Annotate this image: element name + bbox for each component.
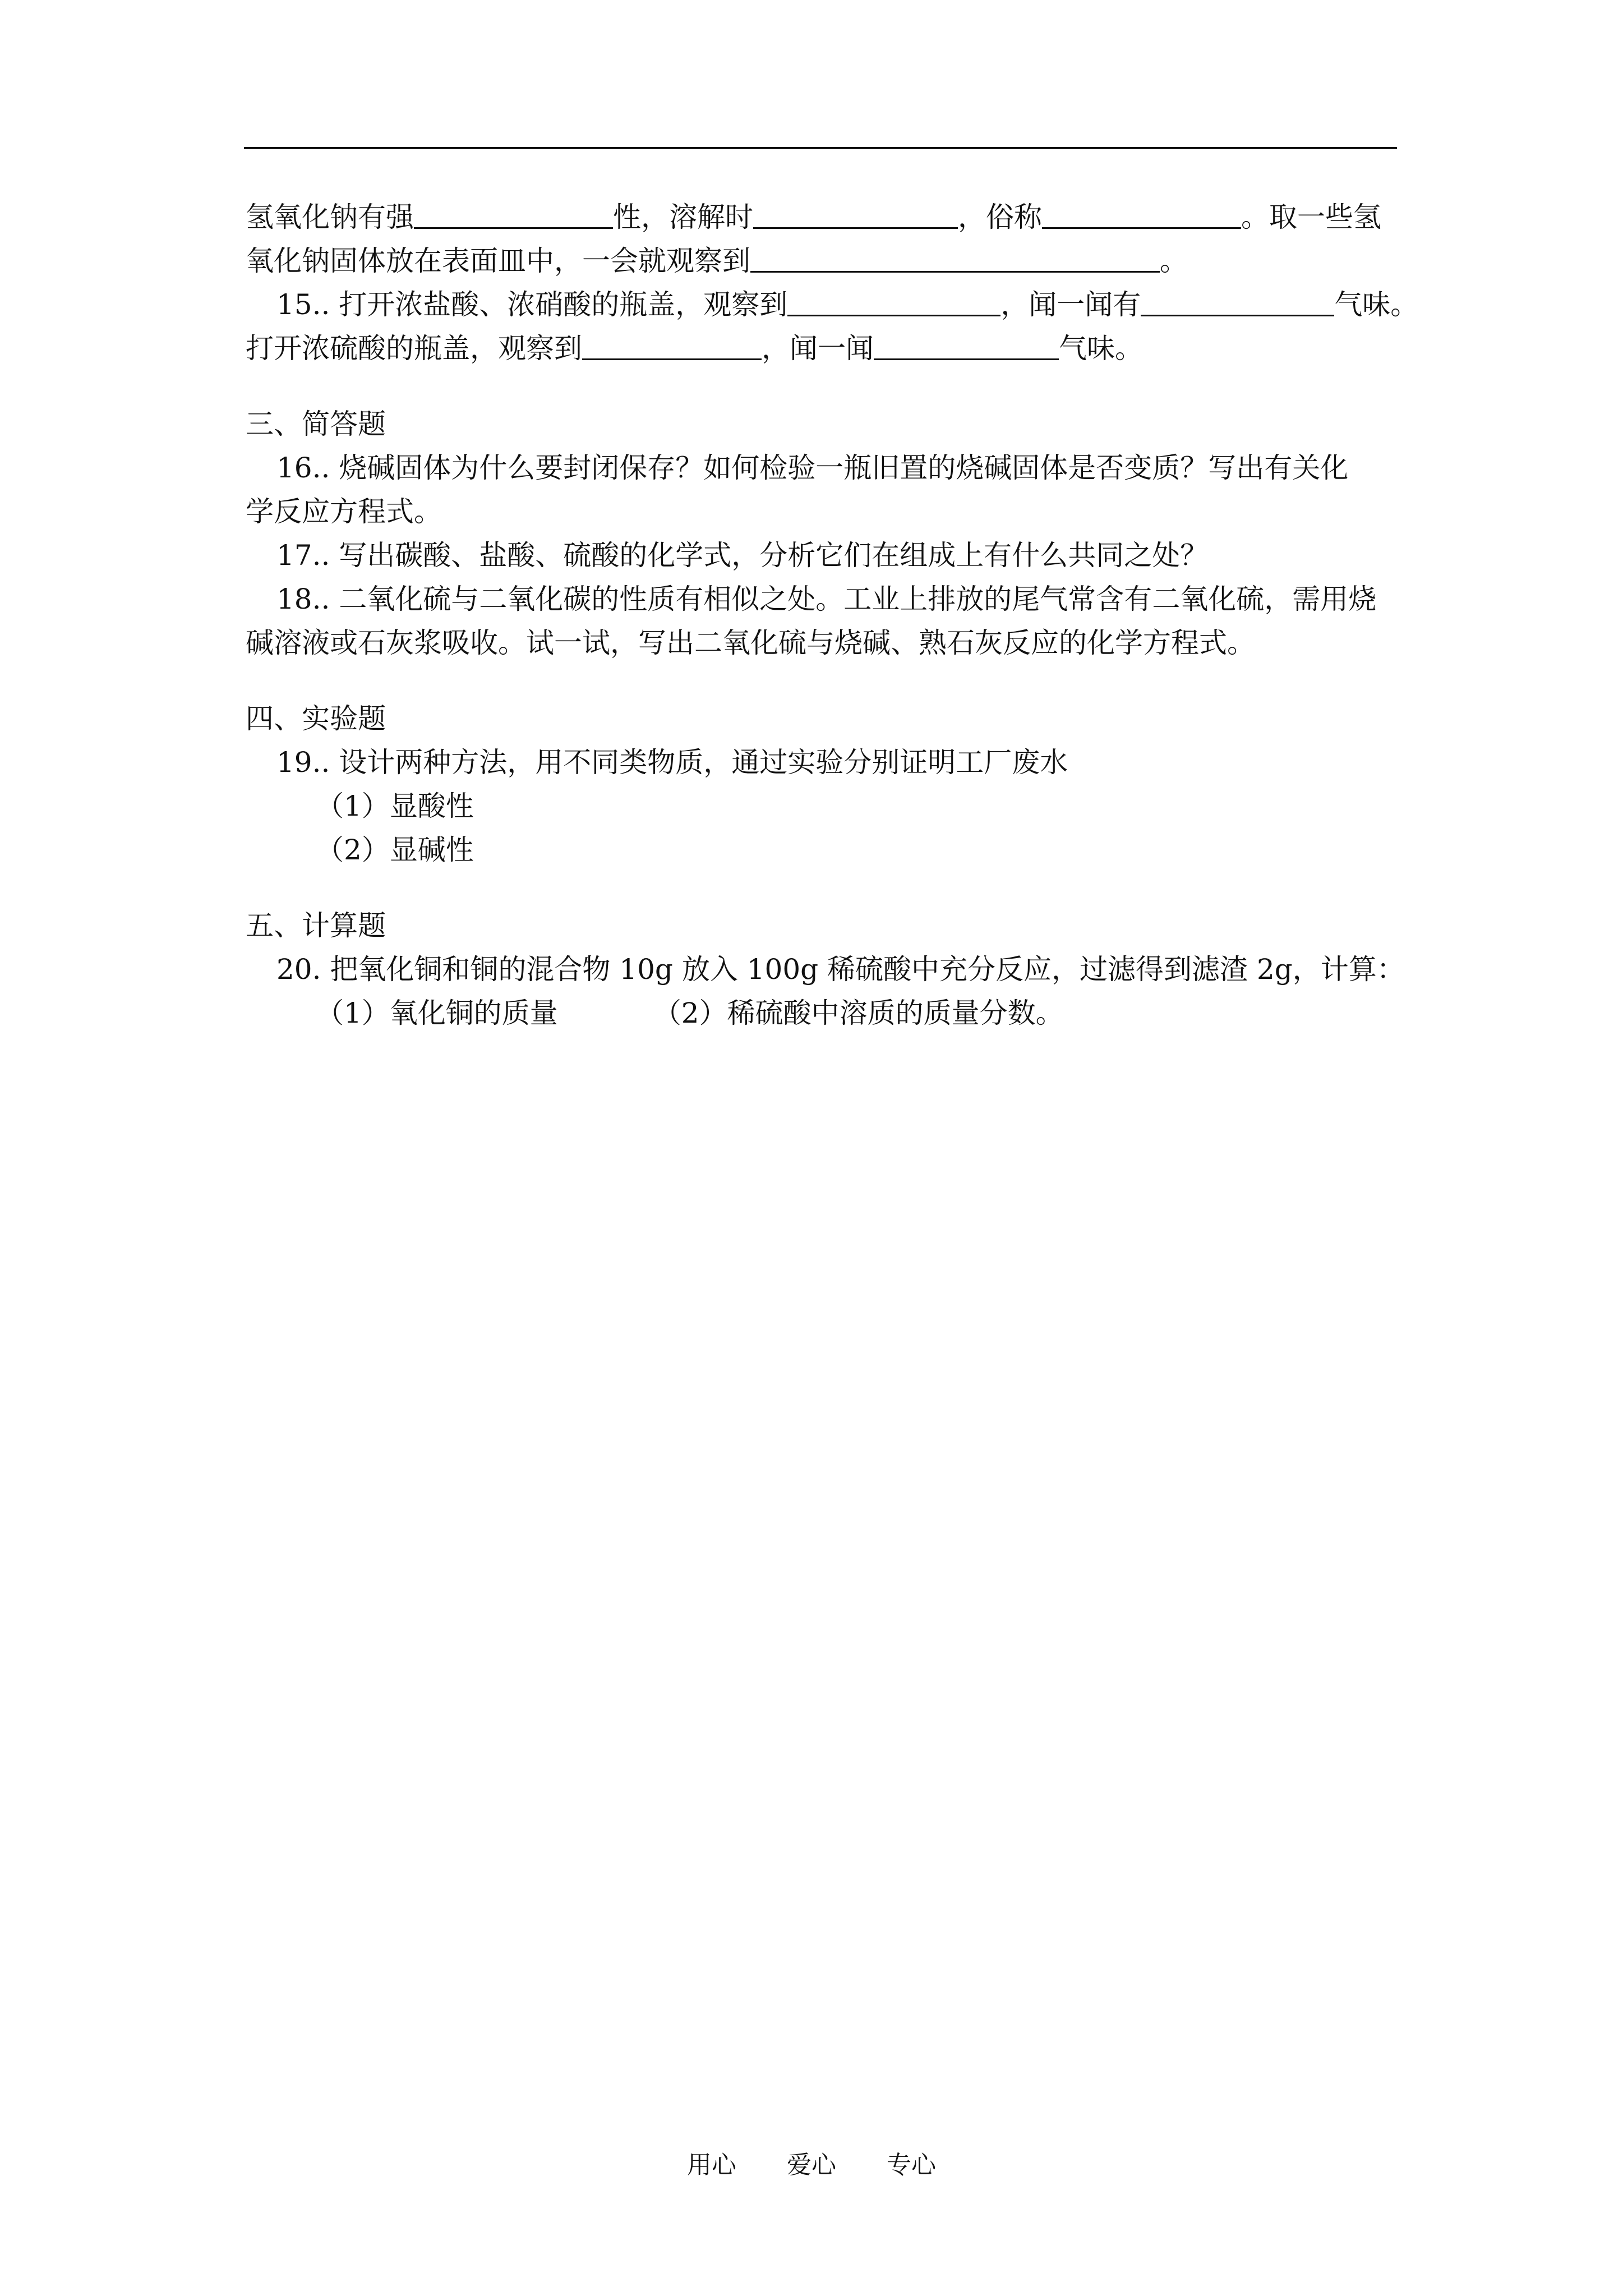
q16-line-1: 16.. 烧碱固体为什么要封闭保存？如何检验一瓶旧置的烧碱固体是否变质？写出有关化 bbox=[276, 452, 1349, 484]
footer-word-3: 专心 bbox=[887, 2151, 936, 2179]
q18-line-1: 18.. 二氧化硫与二氧化碳的性质有相似之处。工业上排放的尾气常含有二氧化硫，需用烧 bbox=[276, 583, 1377, 615]
footer-word-2: 爱心 bbox=[787, 2151, 836, 2179]
q18-line-2: 碱溶液或石灰浆吸收。试一试，写出二氧化硫与烧碱、熟石灰反应的化学方程式。 bbox=[246, 627, 1255, 659]
q19-text: 19.. 设计两种方法，用不同类物质，通过实验分别证明工厂废水 bbox=[276, 746, 1068, 779]
q14-text-6: 。 bbox=[1160, 245, 1188, 277]
q20-sub-2: （2）稀硫酸中溶质的质量分数。 bbox=[653, 997, 1064, 1029]
q15-text-5: ，闻一闻 bbox=[762, 332, 874, 365]
q15-text-1: 15.. 打开浓盐酸、浓硝酸的瓶盖，观察到 bbox=[276, 288, 788, 321]
header-rule bbox=[244, 147, 1397, 149]
q14-text-5: 氧化钠固体放在表面皿中，一会就观察到 bbox=[246, 245, 750, 277]
q19-sub-1: （1）显酸性 bbox=[316, 790, 474, 822]
section-5-heading: 五、计算题 bbox=[246, 909, 386, 942]
q14-line-2 bbox=[246, 239, 1404, 283]
document-body bbox=[246, 195, 1419, 1035]
q15-text-4: 打开浓硫酸的瓶盖，观察到 bbox=[246, 332, 582, 365]
section-4-heading: 四、实验题 bbox=[246, 702, 386, 735]
answer-blank[interactable] bbox=[753, 197, 958, 229]
q14-text-1: 氢氧化钠有强 bbox=[246, 201, 414, 233]
answer-blank[interactable] bbox=[1042, 197, 1241, 229]
q20-text: 20. 把氧化铜和铜的混合物 10g 放入 100g 稀硫酸中充分反应，过滤得到滤渣 2g，计算： bbox=[276, 953, 1405, 986]
page-footer bbox=[0, 2148, 1623, 2182]
answer-blank[interactable] bbox=[787, 284, 1000, 316]
answer-blank[interactable] bbox=[750, 241, 1160, 273]
answer-blank[interactable] bbox=[582, 328, 762, 360]
q15-line-1 bbox=[246, 283, 1419, 326]
q14-line-1 bbox=[246, 195, 1404, 239]
q14-text-2: 性，溶解时 bbox=[613, 201, 753, 233]
q15-line-2 bbox=[246, 326, 1404, 370]
q20-sub-1: （1）氧化铜的质量 bbox=[316, 997, 558, 1029]
q20-subs bbox=[246, 991, 1404, 1035]
q17-text: 17.. 写出碳酸、盐酸、硫酸的化学式，分析它们在组成上有什么共同之处？ bbox=[276, 539, 1209, 572]
q16-line-2: 学反应方程式。 bbox=[246, 495, 442, 528]
q15-text-6: 气味。 bbox=[1059, 332, 1143, 365]
answer-blank[interactable] bbox=[414, 197, 613, 229]
q14-text-3: ，俗称 bbox=[958, 201, 1042, 233]
q19-sub-2: （2）显碱性 bbox=[316, 834, 474, 866]
q15-text-3: 气味。 bbox=[1334, 288, 1419, 321]
answer-blank[interactable] bbox=[874, 328, 1059, 360]
section-3-heading: 三、简答题 bbox=[246, 408, 386, 440]
footer-word-1: 用心 bbox=[687, 2151, 736, 2179]
q15-text-2: ，闻一闻有 bbox=[1000, 288, 1141, 321]
answer-blank[interactable] bbox=[1141, 284, 1334, 316]
q14-text-4: 。取一些氢 bbox=[1241, 201, 1381, 233]
